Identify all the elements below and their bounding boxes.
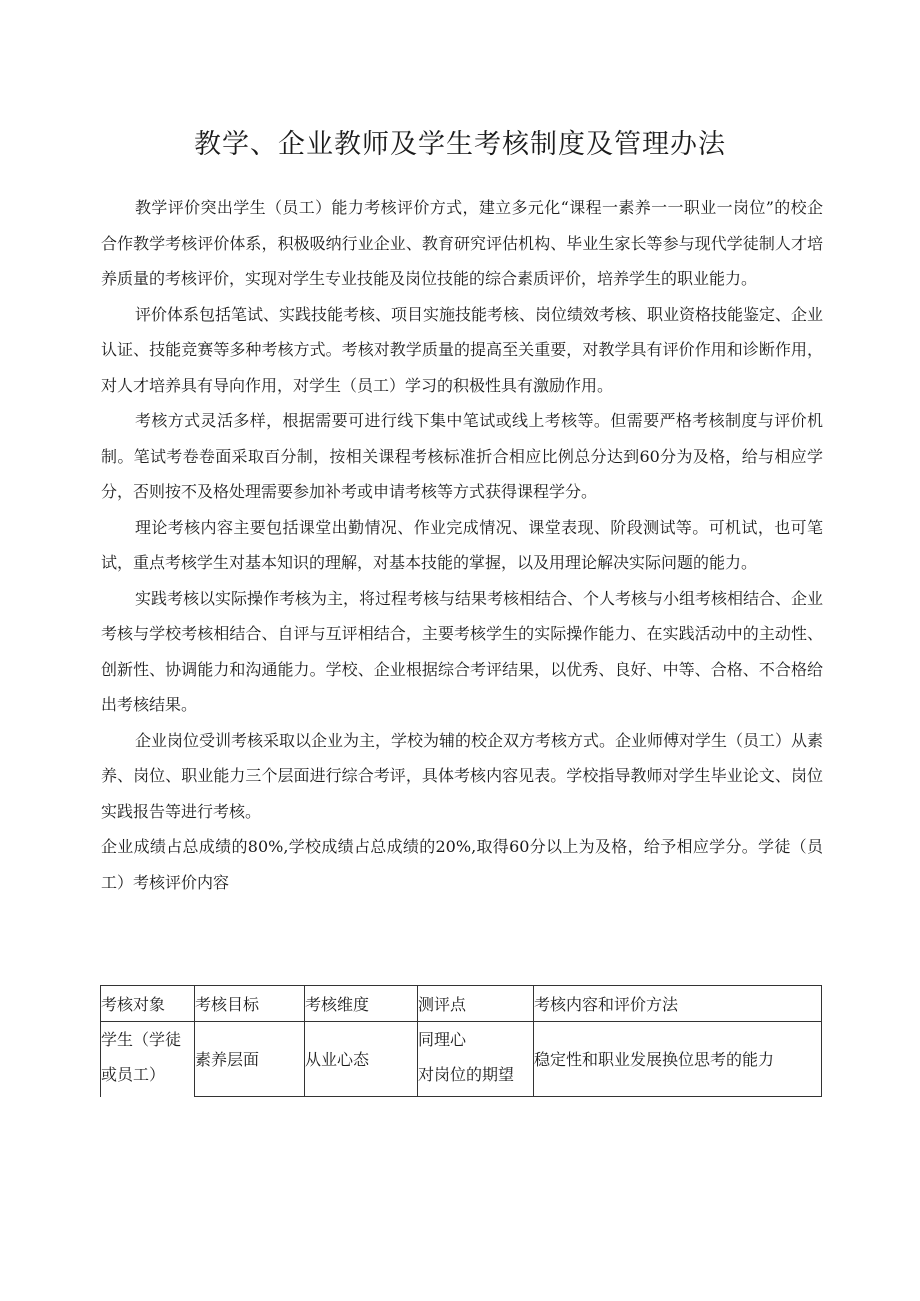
table-header-target: 考核目标 — [195, 986, 305, 1022]
cell-point-2: 对岗位的期望 — [418, 1065, 515, 1084]
table-row — [101, 1022, 822, 1097]
page-title: 教学、企业教师及学生考核制度及管理办法 — [194, 129, 726, 161]
paragraph-exam-methods: 考核方式灵活多样，根据需要可进行线下集中笔试或线上考核等。但需要严格考核制度与评价机制。笔试考卷卷面采取百分制，按相关课程考核标准折合相应比例总分达到60分为及格，给与相应学分，否则按不及格处理需要参加补考或申请考核等方式获得课程学分。 — [101, 411, 823, 501]
paragraph-practice-exam: 实践考核以实际操作考核为主，将过程考核与结果考核相结合、个人考核与小组考核相结合、企业考核与学校考核相结合、自评与互评相结合，主要考核学生的实际操作能力、在实践活动中的主动性、创新性、协调能力和沟通能力。学校、企业根据综合考评结果，以优秀、良好、中等、合格、不合格给出考核结果。 — [101, 588, 824, 714]
document-body — [101, 190, 823, 900]
cell-point-1: 同理心 — [418, 1030, 467, 1049]
table-header-content: 考核内容和评价方法 — [534, 986, 822, 1022]
table-header-row — [101, 986, 822, 1022]
paragraph-score-ratio: 企业成绩占总成绩的80%,学校成绩占总成绩的20%,取得60分以上为及格，给予相应学分。学徒（员工）考核评价内容 — [101, 837, 823, 892]
paragraph-enterprise-training: 企业岗位受训考核采取以企业为主，学校为辅的校企双方考核方式。企业师傅对学生（员工）从素养、岗位、职业能力三个层面进行综合考评，具体考核内容见表。学校指导教师对学生毕业论文、岗位实践报告等进行考核。 — [101, 730, 824, 821]
table-header-dimension: 考核维度 — [305, 986, 418, 1022]
cell-object: 学生（学徒或员工） — [101, 1022, 195, 1097]
evaluation-table — [100, 985, 822, 1097]
table-header-object: 考核对象 — [101, 986, 195, 1022]
table-header-point: 测评点 — [418, 986, 534, 1022]
cell-dimension: 从业心态 — [305, 1022, 418, 1097]
paragraph-evaluation-overview: 教学评价突出学生（员工）能力考核评价方式，建立多元化“课程一素养一一职业一岗位”的校企合作教学考核评价体系，积极吸纳行业企业、教育研究评估机构、毕业生家长等参与现代学徒制人才培养质量的考核评价，实现对学生专业技能及岗位技能的综合素质评价，培养学生的职业能力。 — [101, 198, 823, 288]
paragraph-evaluation-system: 评价体系包括笔试、实践技能考核、项目实施技能考核、岗位绩效考核、职业资格技能鉴定、企业认证、技能竞赛等多种考核方式。考核对教学质量的提高至关重要，对教学具有评价作用和诊断作用，对人才培养具有导向作用，对学生（员工）学习的积极性具有激励作用。 — [101, 304, 824, 395]
paragraph-theory-exam: 理论考核内容主要包括课堂出勤情况、作业完成情况、课堂表现、阶段测试等。可机试，也可笔试，重点考核学生对基本知识的理解，对基本技能的掌握，以及用理论解决实际问题的能力。 — [101, 517, 823, 572]
cell-target: 素养层面 — [195, 1022, 305, 1097]
cell-point — [418, 1022, 534, 1097]
cell-content: 稳定性和职业发展换位思考的能力 — [534, 1022, 822, 1097]
